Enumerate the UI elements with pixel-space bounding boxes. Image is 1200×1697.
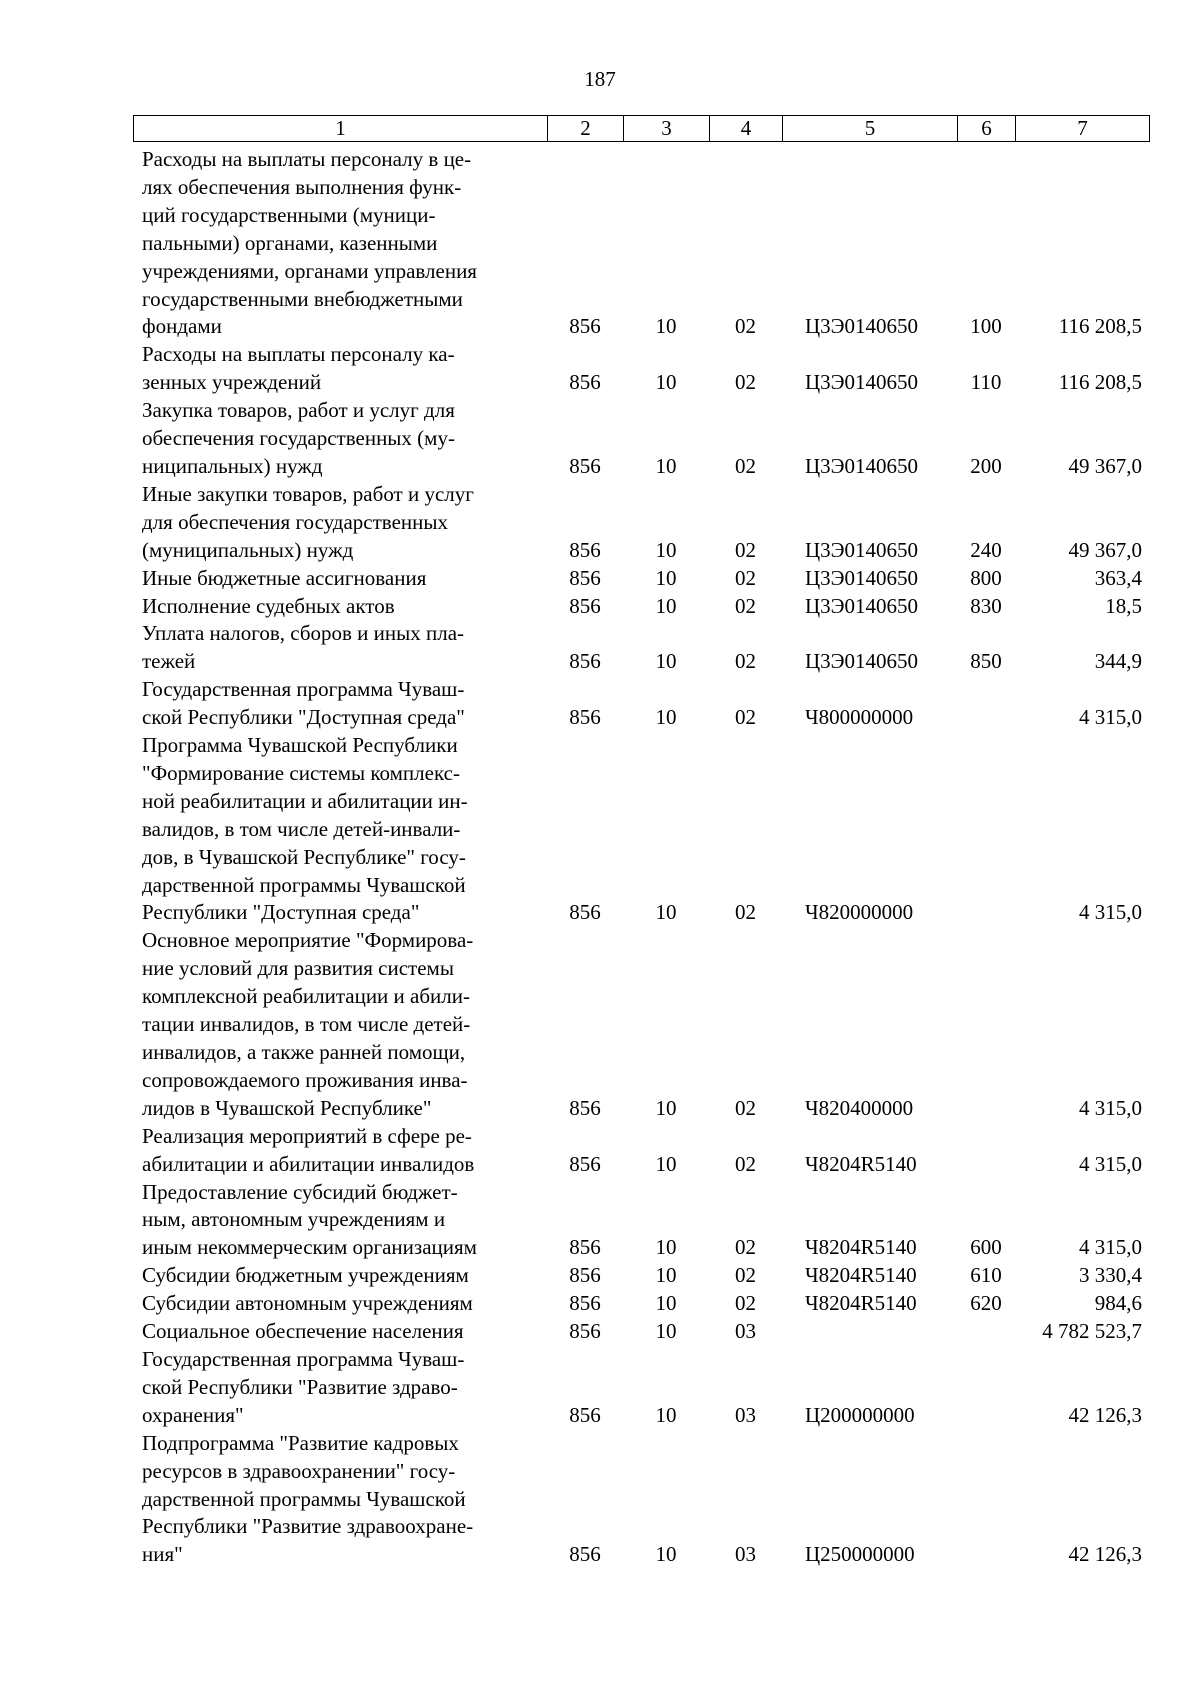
section-code: 10 bbox=[655, 1235, 677, 1260]
subsection-code: 03 bbox=[735, 1542, 756, 1567]
ministry-code: 856 bbox=[569, 1542, 601, 1567]
expense-item-line: Субсидии бюджетным учреждениям bbox=[142, 1263, 469, 1288]
expense-item-line: тежей bbox=[142, 649, 196, 674]
expense-item-name bbox=[133, 1318, 547, 1346]
table-row bbox=[133, 927, 1149, 1122]
amount: 4 315,0 bbox=[1079, 900, 1142, 925]
ministry-code: 856 bbox=[569, 1319, 601, 1344]
expense-item-line: Расходы на выплаты персоналу ка- bbox=[142, 342, 455, 367]
subsection-code: 02 bbox=[735, 1291, 756, 1316]
expense-type-code: 110 bbox=[970, 370, 1002, 395]
table-row bbox=[133, 146, 1149, 341]
table-row bbox=[133, 593, 1149, 621]
table-row bbox=[133, 341, 1149, 397]
target-article-code: Ч8204R5140 bbox=[805, 1235, 917, 1260]
column-header-table bbox=[133, 115, 1150, 142]
ministry-code: 856 bbox=[569, 565, 601, 590]
subsection-code: 02 bbox=[735, 593, 756, 618]
table-row bbox=[133, 1430, 1149, 1570]
expense-item-name bbox=[133, 1346, 547, 1430]
ministry-code: 856 bbox=[569, 1263, 601, 1288]
table-row bbox=[133, 620, 1149, 676]
expense-item-line: Программа Чувашской Республики bbox=[142, 733, 458, 758]
expense-type-code: 600 bbox=[970, 1235, 1002, 1260]
expense-item-line: ской Республики "Развитие здраво- bbox=[142, 1374, 458, 1399]
column-header-2: 2 bbox=[548, 116, 624, 142]
expense-item-name bbox=[133, 620, 547, 676]
expense-type-code: 830 bbox=[970, 593, 1002, 618]
expense-item-line: ской Республики "Доступная среда" bbox=[142, 705, 465, 730]
amount: 4 315,0 bbox=[1079, 1151, 1142, 1176]
table-row bbox=[133, 1290, 1149, 1318]
section-code: 10 bbox=[655, 593, 677, 618]
table-row bbox=[133, 676, 1149, 732]
subsection-code: 02 bbox=[735, 900, 756, 925]
table-row bbox=[133, 565, 1149, 593]
table-row bbox=[133, 481, 1149, 565]
ministry-code: 856 bbox=[569, 1095, 601, 1120]
target-article-code: Ц3Э0140650 bbox=[805, 370, 919, 395]
section-code: 10 bbox=[655, 370, 677, 395]
expense-item-name bbox=[133, 1430, 547, 1570]
subsection-code: 02 bbox=[735, 649, 756, 674]
expense-item-line: дарственной программы Чувашской bbox=[142, 1486, 466, 1511]
section-code: 10 bbox=[655, 1151, 677, 1176]
target-article-code: Ч820000000 bbox=[805, 900, 914, 925]
target-article-code: Ц250000000 bbox=[805, 1542, 915, 1567]
column-header-7: 7 bbox=[1016, 116, 1150, 142]
amount: 116 208,5 bbox=[1058, 314, 1142, 339]
subsection-code: 02 bbox=[735, 453, 756, 478]
subsection-code: 02 bbox=[735, 1263, 756, 1288]
expense-item-line: иным некоммерческим организациям bbox=[142, 1235, 477, 1260]
expense-item-line: Исполнение судебных актов bbox=[142, 593, 395, 618]
section-code: 10 bbox=[655, 1291, 677, 1316]
expense-item-line: Иные закупки товаров, работ и услуг bbox=[142, 481, 474, 506]
expense-item-line: ресурсов в здравоохранении" госу- bbox=[142, 1458, 456, 1483]
budget-rows bbox=[133, 146, 1149, 1569]
subsection-code: 02 bbox=[735, 537, 756, 562]
expense-item-line: учреждениями, органами управления bbox=[142, 258, 477, 283]
target-article-code: Ч8204R5140 bbox=[805, 1291, 917, 1316]
expense-item-line: тации инвалидов, в том числе детей- bbox=[142, 1012, 471, 1037]
section-code: 10 bbox=[655, 649, 677, 674]
amount: 344,9 bbox=[1094, 649, 1142, 674]
expense-item-line: Государственная программа Чуваш- bbox=[142, 1346, 465, 1371]
target-article-code: Ч8204R5140 bbox=[805, 1263, 917, 1288]
target-article-code: Ц3Э0140650 bbox=[805, 537, 919, 562]
expense-item-line: лидов в Чувашской Республике" bbox=[142, 1095, 432, 1120]
ministry-code: 856 bbox=[569, 453, 601, 478]
expense-type-code: 620 bbox=[970, 1291, 1002, 1316]
expense-item-line: Основное мероприятие "Формирова- bbox=[142, 928, 474, 953]
expense-item-line: "Формирование системы комплекс- bbox=[142, 760, 460, 785]
subsection-code: 02 bbox=[735, 1095, 756, 1120]
ministry-code: 856 bbox=[569, 649, 601, 674]
expense-item-name bbox=[133, 1290, 547, 1318]
expense-item-line: Иные бюджетные ассигнования bbox=[142, 565, 427, 590]
expense-type-code: 100 bbox=[970, 314, 1002, 339]
ministry-code: 856 bbox=[569, 370, 601, 395]
target-article-code: Ц3Э0140650 bbox=[805, 593, 919, 618]
expense-item-line: Субсидии автономным учреждениям bbox=[142, 1291, 473, 1316]
subsection-code: 02 bbox=[735, 705, 756, 730]
expense-item-line: для обеспечения государственных bbox=[142, 509, 448, 534]
target-article-code: Ч820400000 bbox=[805, 1095, 914, 1120]
expense-item-name bbox=[133, 593, 547, 621]
target-article-code: Ц200000000 bbox=[805, 1402, 915, 1427]
target-article-code: Ц3Э0140650 bbox=[805, 453, 919, 478]
expense-item-line: обеспечения государственных (му- bbox=[142, 426, 455, 451]
expense-item-line: дов, в Чувашской Республике" госу- bbox=[142, 844, 466, 869]
table-row bbox=[133, 397, 1149, 481]
table-row bbox=[133, 1123, 1149, 1179]
expense-item-line: дарственной программы Чувашской bbox=[142, 872, 466, 897]
target-article-code: Ч800000000 bbox=[805, 705, 914, 730]
target-article-code: Ц3Э0140650 bbox=[805, 565, 919, 590]
ministry-code: 856 bbox=[569, 705, 601, 730]
amount: 4 315,0 bbox=[1079, 1235, 1142, 1260]
column-header-6: 6 bbox=[958, 116, 1016, 142]
amount: 4 782 523,7 bbox=[1042, 1319, 1142, 1344]
section-code: 10 bbox=[655, 1263, 677, 1288]
amount: 4 315,0 bbox=[1079, 705, 1142, 730]
expense-item-line: Социальное обеспечение населения bbox=[142, 1319, 464, 1344]
expense-item-name bbox=[133, 676, 547, 732]
ministry-code: 856 bbox=[569, 900, 601, 925]
expense-item-name bbox=[133, 397, 547, 481]
subsection-code: 02 bbox=[735, 370, 756, 395]
subsection-code: 02 bbox=[735, 314, 756, 339]
expense-item-line: Подпрограмма "Развитие кадровых bbox=[142, 1430, 459, 1455]
column-header-4: 4 bbox=[710, 116, 783, 142]
column-header-5: 5 bbox=[783, 116, 958, 142]
expense-item-line: (муниципальных) нужд bbox=[142, 537, 354, 562]
table-row bbox=[133, 1318, 1149, 1346]
column-header-3: 3 bbox=[624, 116, 710, 142]
subsection-code: 03 bbox=[735, 1402, 756, 1427]
column-header-1: 1 bbox=[134, 116, 548, 142]
expense-item-line: ций государственными (муници- bbox=[142, 202, 436, 227]
expense-item-line: Предоставление субсидий бюджет- bbox=[142, 1179, 458, 1204]
section-code: 10 bbox=[655, 314, 677, 339]
expense-type-code: 610 bbox=[970, 1263, 1002, 1288]
amount: 49 367,0 bbox=[1068, 453, 1142, 478]
expense-item-line: фондами bbox=[142, 314, 222, 339]
table-row bbox=[133, 1346, 1149, 1430]
expense-item-name bbox=[133, 481, 547, 565]
expense-item-line: пальными) органами, казенными bbox=[142, 230, 438, 255]
expense-item-line: комплексной реабилитации и абили- bbox=[142, 984, 470, 1009]
column-header-row bbox=[134, 116, 1150, 142]
expense-item-name bbox=[133, 1123, 547, 1179]
section-code: 10 bbox=[655, 453, 677, 478]
amount: 18,5 bbox=[1105, 593, 1142, 618]
amount: 4 315,0 bbox=[1079, 1095, 1142, 1120]
section-code: 10 bbox=[655, 565, 677, 590]
ministry-code: 856 bbox=[569, 314, 601, 339]
expense-item-name bbox=[133, 146, 547, 341]
expense-item-line: лях обеспечения выполнения функ- bbox=[142, 174, 462, 199]
expense-item-line: ниципальных) нужд bbox=[142, 453, 323, 478]
expense-item-line: охранения" bbox=[142, 1402, 244, 1427]
section-code: 10 bbox=[655, 537, 677, 562]
section-code: 10 bbox=[655, 1402, 677, 1427]
section-code: 10 bbox=[655, 1095, 677, 1120]
expense-item-line: инвалидов, а также ранней помощи, bbox=[142, 1040, 466, 1064]
expense-item-line: Закупка товаров, работ и услуг для bbox=[142, 398, 455, 423]
ministry-code: 856 bbox=[569, 1151, 601, 1176]
ministry-code: 856 bbox=[569, 593, 601, 618]
amount: 49 367,0 bbox=[1068, 537, 1142, 562]
subsection-code: 02 bbox=[735, 1151, 756, 1176]
ministry-code: 856 bbox=[569, 537, 601, 562]
expense-item-line: ным, автономным учреждениям и bbox=[142, 1207, 446, 1232]
expense-type-code: 850 bbox=[970, 649, 1002, 674]
expense-item-line: ния" bbox=[142, 1542, 183, 1567]
amount: 42 126,3 bbox=[1068, 1402, 1142, 1427]
expense-item-name bbox=[133, 565, 547, 593]
expense-item-line: государственными внебюджетными bbox=[142, 286, 463, 311]
expense-item-name bbox=[133, 1262, 547, 1290]
expense-type-code: 200 bbox=[970, 453, 1002, 478]
expense-item-line: зенных учреждений bbox=[142, 370, 322, 395]
target-article-code: Ц3Э0140650 bbox=[805, 314, 919, 339]
expense-item-line: Республики "Доступная среда" bbox=[142, 900, 420, 925]
section-code: 10 bbox=[655, 705, 677, 730]
section-code: 10 bbox=[655, 1542, 677, 1567]
expense-item-name bbox=[133, 732, 547, 927]
section-code: 10 bbox=[655, 900, 677, 925]
expense-item-name bbox=[133, 341, 547, 397]
expense-item-line: ной реабилитации и абилитации ин- bbox=[142, 788, 468, 813]
table-row bbox=[133, 732, 1149, 927]
target-article-code: Ч8204R5140 bbox=[805, 1151, 917, 1176]
ministry-code: 856 bbox=[569, 1291, 601, 1316]
expense-item-line: сопровождаемого проживания инва- bbox=[142, 1067, 468, 1092]
expense-type-code: 240 bbox=[970, 537, 1002, 562]
section-code: 10 bbox=[655, 1319, 677, 1344]
table-row bbox=[133, 1179, 1149, 1263]
amount: 116 208,5 bbox=[1058, 370, 1142, 395]
subsection-code: 02 bbox=[735, 1235, 756, 1260]
expense-item-line: Реализация мероприятий в сфере ре- bbox=[142, 1123, 472, 1148]
expense-item-line: Уплата налогов, сборов и иных пла- bbox=[142, 621, 465, 646]
subsection-code: 02 bbox=[735, 565, 756, 590]
table-row bbox=[133, 1262, 1149, 1290]
amount: 42 126,3 bbox=[1068, 1542, 1142, 1567]
target-article-code: Ц3Э0140650 bbox=[805, 649, 919, 674]
subsection-code: 03 bbox=[735, 1319, 756, 1344]
expense-item-line: ние условий для развития системы bbox=[142, 956, 454, 981]
expense-item-line: валидов, в том числе детей-инвали- bbox=[142, 816, 461, 841]
expense-item-line: Расходы на выплаты персоналу в це- bbox=[142, 147, 472, 171]
expense-item-line: Республики "Развитие здравоохране- bbox=[142, 1514, 474, 1539]
expense-type-code: 800 bbox=[970, 565, 1002, 590]
amount: 984,6 bbox=[1094, 1291, 1142, 1316]
expense-item-name bbox=[133, 1179, 547, 1263]
expense-item-name bbox=[133, 927, 547, 1122]
ministry-code: 856 bbox=[569, 1235, 601, 1260]
amount: 363,4 bbox=[1094, 565, 1142, 590]
ministry-code: 856 bbox=[569, 1402, 601, 1427]
amount: 3 330,4 bbox=[1079, 1263, 1142, 1288]
page-number: 187 bbox=[584, 67, 616, 91]
expense-item-line: Государственная программа Чуваш- bbox=[142, 677, 465, 702]
expense-item-line: абилитации и абилитации инвалидов bbox=[142, 1151, 475, 1176]
